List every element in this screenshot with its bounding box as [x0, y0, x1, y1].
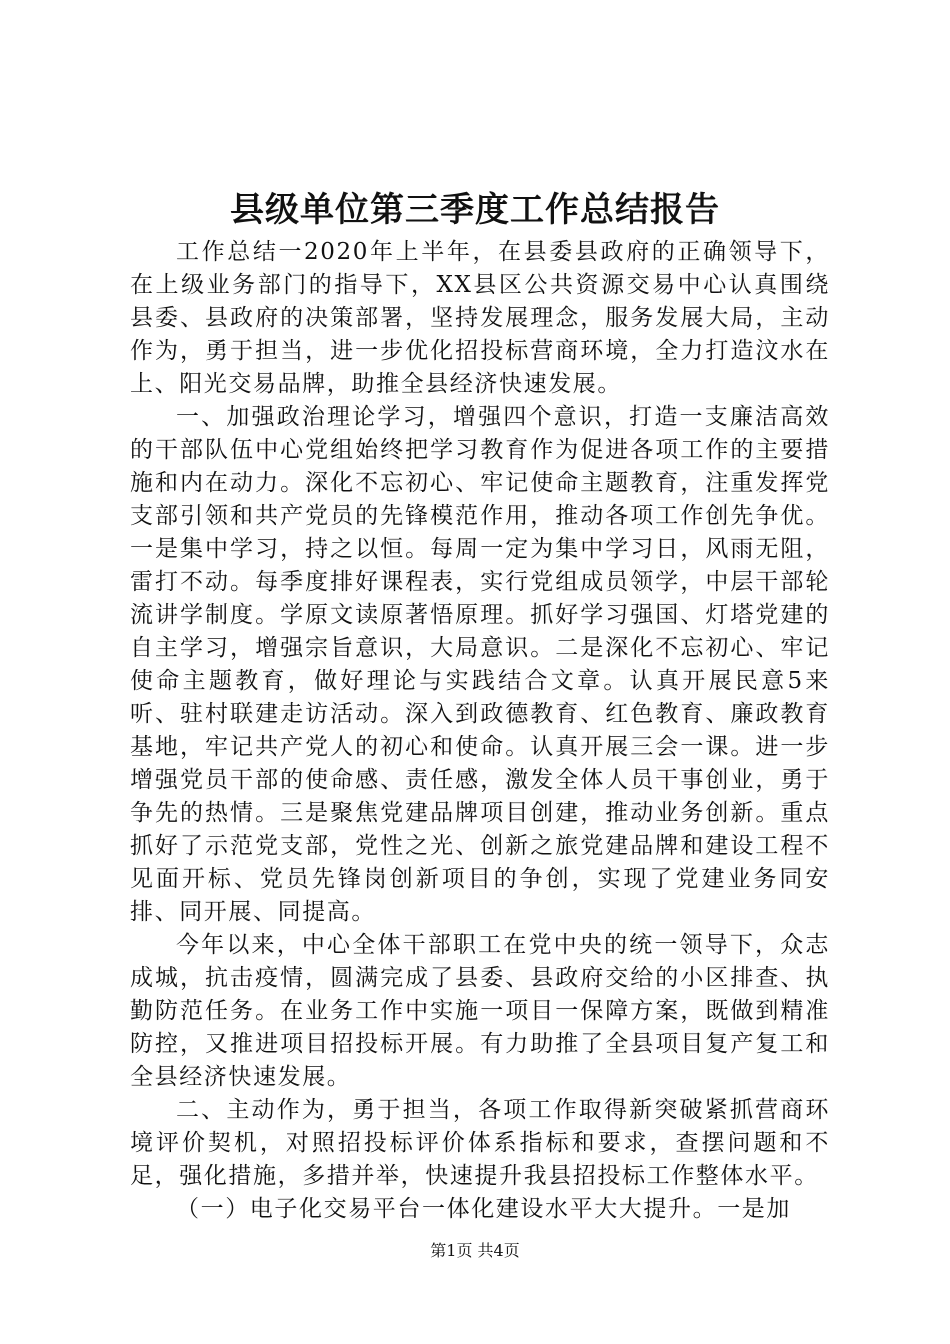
paragraph-subsection-1: （一）电子化交易平台一体化建设水平大大提升。一是加: [176, 1196, 791, 1222]
paragraph-section-1: 一、加强政治理论学习，增强四个意识，打造一支廉洁高效的干部队伍中心党组始终把学习教育作为促进各项工作的主要措施和内在动力。深化不忘初心、牢记使命主题教育，注重发挥党支部引领和共产党员的先锋模范作用，推动各项工作创先争优。一是集中学习，持之以恒。每周一定为集中学习日，风雨无阻，雷打不动。每季度排好课程表，实行党组成员领学，中层干部轮流讲学制度。学原文读原著悟原理。抓好学习强国、灯塔党建的自主学习，增强宗旨意识，大局意识。二是深化不忘初心、牢记使命主题教育，做好理论与实践结合文章。认真开展民意5来听、驻村联建走访活动。深入到政德教育、红色教育、廉政教育基地，牢记共产党人的初心和使命。认真开展三会一课。进一步增强党员干部的使命感、责任感，激发全体人员干事创业，勇于争先的热情。三是聚焦党建品牌项目创建，推动业务创新。重点抓好了示范党支部，党性之光、创新之旅党建品牌和建设工程不见面开标、党员先锋岗创新项目的争创，实现了党建业务同安排、同开展、同提高。: [130, 404, 830, 925]
paragraph-epidemic: 今年以来，中心全体干部职工在党中央的统一领导下，众志成城，抗击疫情，圆满完成了县委、县政府交给的小区排查、执勤防范任务。在业务工作中实施一项目一保障方案，既做到精准防控，又推进项目招投标开展。有力助推了全县项目复产复工和全县经济快速发展。: [130, 932, 830, 1090]
document-body: [130, 236, 830, 1226]
document-title: 县级单位第三季度工作总结报告: [230, 190, 720, 230]
page-number-footer: 第1页 共4页: [430, 1241, 520, 1260]
paragraph-section-2: 二、主动作为，勇于担当，各项工作取得新突破紧抓营商环境评价契机，对照招投标评价体系指标和要求，查摆问题和不足，强化措施，多措并举，快速提升我县招投标工作整体水平。: [130, 1097, 830, 1189]
paragraph-intro: 工作总结一2020年上半年，在县委县政府的正确领导下，在上级业务部门的指导下，XX县区公共资源交易中心认真围绕县委、县政府的决策部署，坚持发展理念，服务发展大局，主动作为，勇于担当，进一步优化招投标营商环境，全力打造汶水在上、阳光交易品牌，助推全县经济快速发展。: [130, 239, 830, 397]
